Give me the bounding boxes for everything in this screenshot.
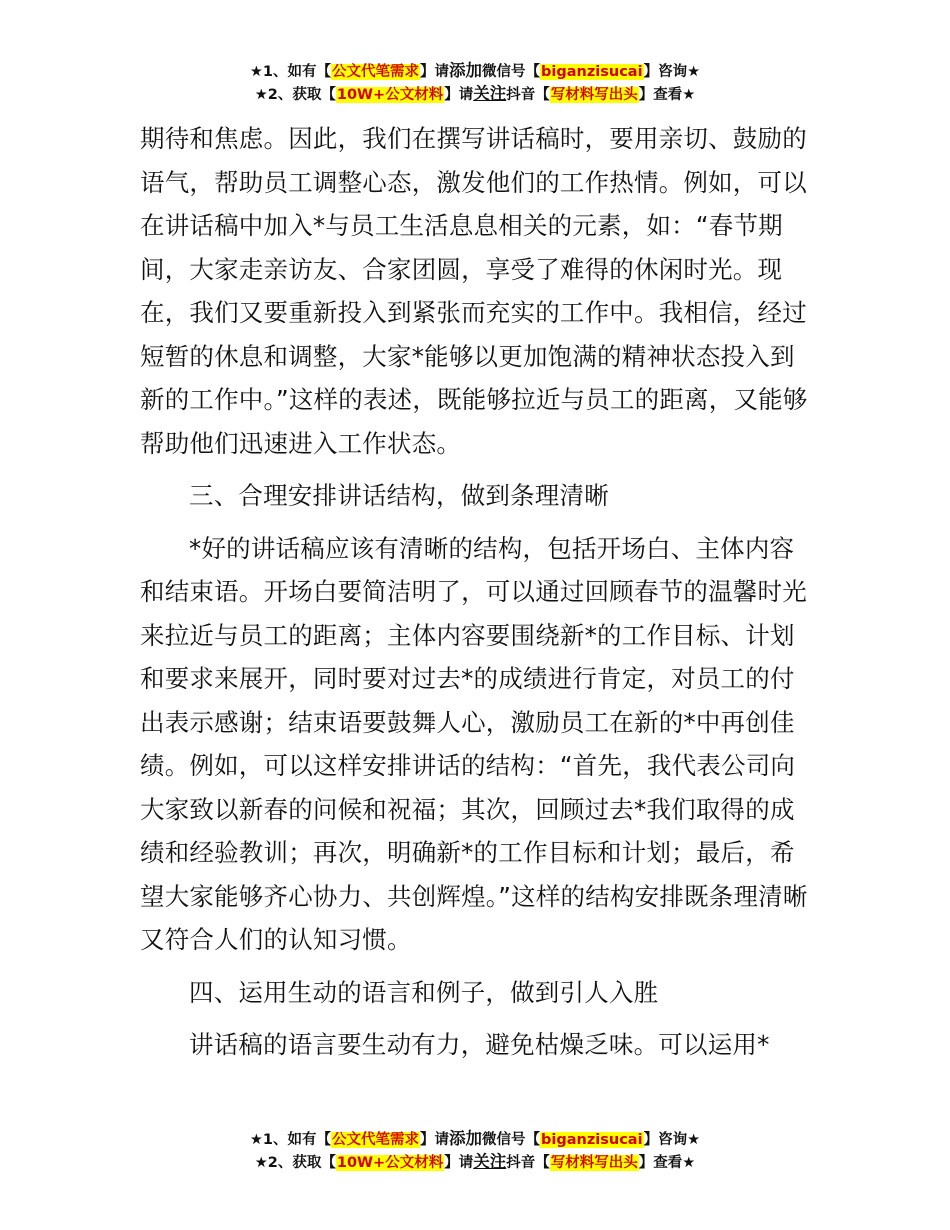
promo-text: 】咨询★ bbox=[643, 1132, 701, 1148]
promo-highlight: 写材料写出头 bbox=[550, 87, 638, 103]
promo-emphasis: 添加 bbox=[449, 61, 483, 80]
promo-text: ★2、获取【 bbox=[254, 87, 336, 103]
promo-text: 抖音【 bbox=[506, 87, 550, 103]
promo-text: 】咨询★ bbox=[643, 64, 701, 80]
promo-text: 】请 bbox=[420, 64, 450, 80]
promo-highlight: 公文代笔需求 bbox=[332, 1132, 420, 1148]
paragraph-language: 讲话稿的语言要生动有力，避免枯燥乏味。可以运用* bbox=[189, 1030, 770, 1059]
promo-text: ★1、如有【 bbox=[249, 1132, 332, 1148]
top-promo-banner bbox=[0, 60, 950, 106]
promo-highlight: 公文代笔需求 bbox=[332, 64, 420, 80]
promo-highlight: 10W+公文材料 bbox=[336, 1155, 444, 1171]
promo-text: 】查看★ bbox=[638, 87, 696, 103]
promo-wechat-id: biganzisucai bbox=[541, 1132, 643, 1148]
promo-line-2 bbox=[0, 83, 950, 106]
promo-text: 】请 bbox=[444, 87, 474, 103]
promo-text: 微信号【 bbox=[482, 1132, 541, 1148]
promo-line-1 bbox=[0, 1128, 950, 1151]
promo-highlight: 写材料写出头 bbox=[550, 1155, 638, 1171]
paragraph-continuation: 期待和焦虑。因此，我们在撰写讲话稿时，要用亲切、鼓励的语气，帮助员工调整心态，激发他们的工作热情。例如，可以在讲话稿中加入*与员工生活息息相关的元素，如：“春节期间，大家走亲访友、合家团圆，享受了难得的休闲时光。现在，我们又要重新投入到紧张而充实的工作中。我相信，经过短暂的休息和调整，大家*能够以更加饱满的精神状态投入到新的工作中。”这样的表述，既能够拉近与员工的距离，又能够帮助他们迅速进入工作状态。 bbox=[140, 124, 808, 458]
promo-emphasis: 关注 bbox=[473, 84, 507, 103]
promo-line-1 bbox=[0, 60, 950, 83]
document-body bbox=[140, 117, 815, 1067]
section-heading-4: 四、运用生动的语言和例子，做到引人入胜 bbox=[189, 977, 659, 1007]
promo-text: 抖音【 bbox=[506, 1155, 550, 1171]
promo-highlight: 10W+公文材料 bbox=[336, 87, 444, 103]
promo-text: 微信号【 bbox=[482, 64, 541, 80]
paragraph-structure: *好的讲话稿应该有清晰的结构，包括开场白、主体内容和结束语。开场白要简洁明了，可以通过回顾春节的温馨时光来拉近与员工的距离；主体内容要围绕新*的工作目标、计划和要求来展开，同时要对过去*的成绩进行肯定，对员工的付出表示感谢；结束语要鼓舞人心，激励员工在新的*中再创佳绩。例如，可以这样安排讲话的结构：“首先，我代表公司向大家致以新春的问候和祝福；其次，回顾过去*我们取得的成绩和经验教训；再次，明确新*的工作目标和计划；最后，希望大家能够齐心协力、共创辉煌。”这样的结构安排既条理清晰又符合人们的认知习惯。 bbox=[140, 533, 808, 954]
promo-emphasis: 关注 bbox=[473, 1152, 507, 1171]
promo-text: 】请 bbox=[444, 1155, 474, 1171]
section-heading-3: 三、合理安排讲话结构，做到条理清晰 bbox=[189, 481, 609, 510]
promo-emphasis: 添加 bbox=[449, 1129, 483, 1148]
promo-wechat-id: biganzisucai bbox=[541, 64, 643, 80]
promo-text: ★1、如有【 bbox=[249, 64, 332, 80]
promo-line-2 bbox=[0, 1151, 950, 1174]
promo-text: 】查看★ bbox=[638, 1155, 696, 1171]
bottom-promo-banner bbox=[0, 1128, 950, 1174]
promo-text: ★2、获取【 bbox=[254, 1155, 336, 1171]
promo-text: 】请 bbox=[420, 1132, 450, 1148]
